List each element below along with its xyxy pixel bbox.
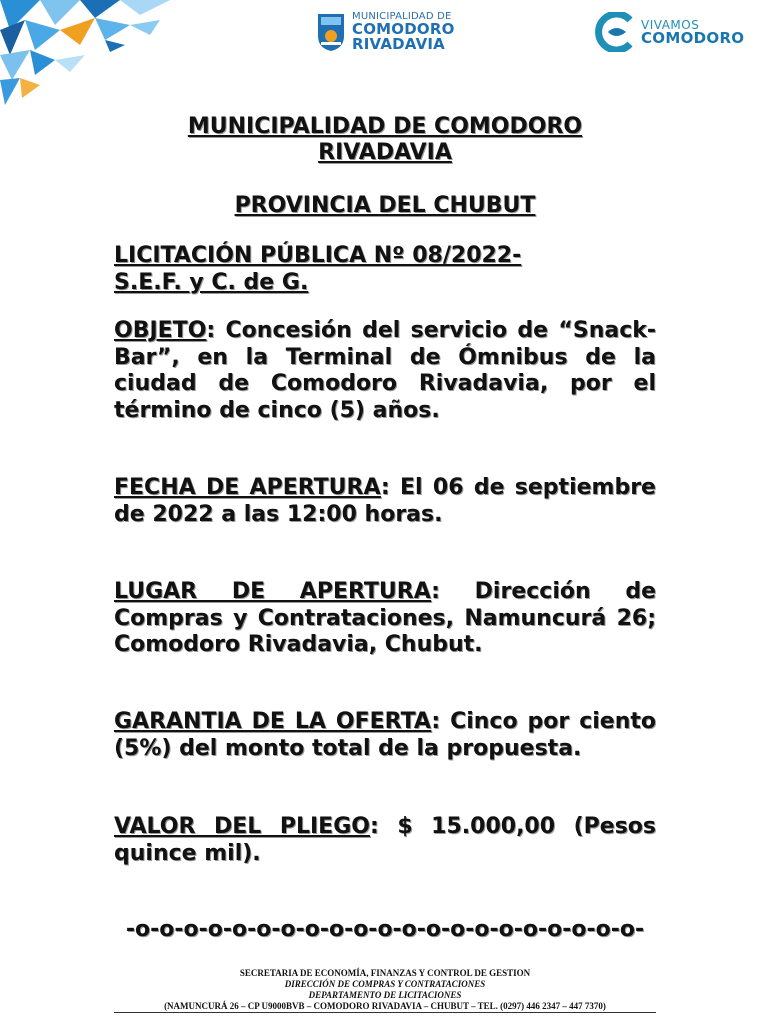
objeto-text: : Concesión del servicio de “Snack-Bar”, en la Terminal de Ómnibus de la ciudad de Comodoro Rivadavia, por el término de cinco (5) años. <box>114 318 656 423</box>
page-title <box>114 114 656 166</box>
licitacion-line1: LICITACIÓN PÚBLICA Nº 08/2022- <box>114 243 522 268</box>
valor-label: VALOR DEL PLIEGO <box>114 814 370 839</box>
muni-logo-line3: RIVADAVIA <box>352 35 445 53</box>
fecha-text: : El 06 de septiembre de 2022 a las 12:00 horas. <box>114 475 656 527</box>
fecha-label: FECHA DE APERTURA <box>114 475 381 500</box>
title-line2: RIVADAVIA <box>318 140 452 165</box>
lugar-text: : Dirección de Compras y Contrataciones, Namuncurá 26; Comodoro Rivadavia, Chubut. <box>114 579 656 657</box>
objeto-paragraph <box>114 318 656 424</box>
licitacion-heading <box>114 243 656 296</box>
footer-line4: (NAMUNCURÁ 26 – CP U9000BVB – COMODORO RIVADAVIA – CHUBUT – TEL. (0297) 446 2347 – 447 7370) <box>164 1001 606 1011</box>
muni-logo-line2: COMODORO <box>352 20 455 38</box>
valor-paragraph <box>114 814 656 867</box>
footer-rule <box>114 1012 656 1013</box>
shield-icon <box>316 12 346 52</box>
province-heading: PROVINCIA DEL CHUBUT <box>234 193 536 218</box>
decorative-triangles <box>0 0 175 110</box>
fecha-paragraph <box>114 475 656 528</box>
lugar-paragraph <box>114 579 656 659</box>
vivamos-c-icon <box>594 12 638 52</box>
lugar-label: LUGAR DE APERTURA <box>114 579 432 604</box>
footer-line3: DEPARTAMENTO DE LICITACIONES <box>308 990 462 1000</box>
separator-line: -o-o-o-o-o-o-o-o-o-o-o-o-o-o-o-o-o-o-o-o-o- <box>125 917 645 942</box>
footer-line1: SECRETARIA DE ECONOMÍA, FINANZAS Y CONTROL DE GESTION <box>239 968 531 978</box>
vivamos-logo-line1: VIVAMOS <box>641 17 700 32</box>
title-line1: MUNICIPALIDAD DE COMODORO <box>187 114 583 139</box>
muni-logo-line1: MUNICIPALIDAD DE <box>352 11 452 22</box>
vivamos-logo-line2: COMODORO <box>641 28 745 47</box>
footer <box>114 968 656 1012</box>
footer-line2: DIRECCIÓN DE COMPRAS Y CONTRATACIONES <box>284 979 486 989</box>
valor-text: : $ 15.000,00 (Pesos quince mil). <box>114 814 656 866</box>
garantia-label: GARANTIA DE LA OFERTA <box>114 709 432 734</box>
vivamos-comodoro-logo <box>594 12 744 52</box>
garantia-paragraph <box>114 709 656 762</box>
garantia-text: : Cinco por ciento (5%) del monto total de la propuesta. <box>114 709 656 761</box>
licitacion-line2: S.E.F. y C. de G. <box>114 269 309 295</box>
objeto-label: OBJETO <box>114 318 207 343</box>
municipalidad-logo <box>316 12 455 52</box>
